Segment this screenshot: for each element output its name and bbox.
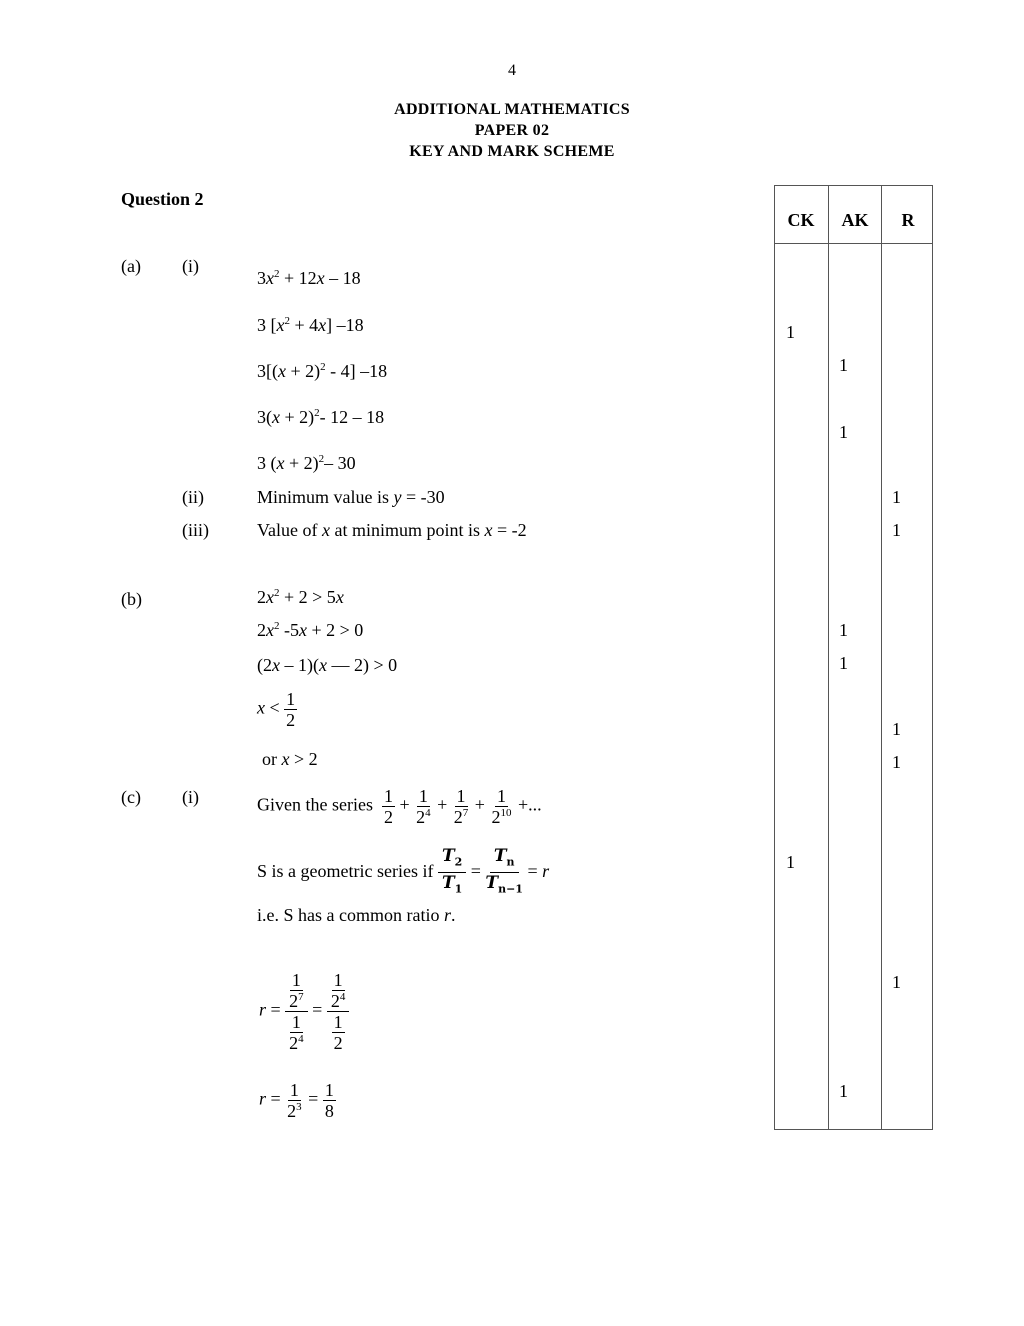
min-point-var: x [321, 520, 330, 540]
common-ratio-var: r [443, 905, 451, 925]
compound-fraction-left: $\frac{\frac{1}{2^7}}{\frac{1}{2^4}}$ [285, 970, 308, 1053]
given-series-label: Given the series [257, 794, 373, 815]
step-a4: $3(x + 2)^2-$ 12 – 18 [257, 407, 385, 427]
part-a-i-label: (i) [182, 256, 199, 276]
series-line: Given the series $\frac{1}{2}$ + $\frac{1}{2^4}$ + $\frac{1}{2^7}$ + $\frac{1}{2^{10}}$ +... [257, 786, 542, 827]
series-term-2: $\frac{1}{2^4}$ [416, 786, 431, 827]
min-value-prefix: Minimum value is [257, 487, 394, 507]
or-suffix: > 2 [289, 749, 318, 769]
common-ratio-text [257, 904, 455, 926]
series-term-1: $\frac{1}{2}$ [383, 786, 393, 827]
mark-ck: 1 [786, 852, 795, 872]
mark-ak: 1 [839, 422, 848, 442]
part-c-i-label: (i) [182, 787, 199, 807]
ratio-tn-tn1: $\frac{T_n}{T_{n-1}}$ [485, 846, 523, 896]
mark-r: 1 [892, 752, 901, 772]
mark-ak: 1 [839, 1081, 848, 1101]
geometric-if-label: S is a geometric series if [257, 861, 434, 882]
header-paper: PAPER 02 [474, 122, 550, 139]
col-header-ck: CK [787, 210, 815, 230]
ratio-result-right: $\frac{1}{8}$ [324, 1080, 334, 1121]
mark-r: 1 [892, 520, 901, 540]
step-a1: $3x^2 + 12x - 18$ [257, 268, 361, 288]
min-point-prefix: Value of [257, 520, 322, 540]
part-c-label: (c) [121, 787, 141, 807]
col-header-r: R [901, 210, 915, 230]
part-a-iii-label: (iii) [182, 520, 209, 540]
step-b2: $2x^2$ -5x + 2 > 0 [257, 620, 364, 640]
ratio-t2-t1: $\frac{T_2}{T_1}$ [438, 846, 466, 900]
mark-ak: 1 [839, 653, 848, 673]
step-b3: (2x – 1)(x — 2) > 0 [257, 655, 398, 675]
mark-r: 1 [892, 487, 901, 507]
minimum-point-text [257, 519, 527, 541]
mark-r: 1 [892, 719, 901, 739]
mark-r: 1 [892, 972, 901, 992]
min-point-var2: x [484, 520, 493, 540]
header-title: ADDITIONAL MATHEMATICS [394, 101, 630, 118]
col-divider-1 [828, 186, 829, 1129]
or-condition [262, 748, 318, 770]
or-prefix: or [262, 749, 282, 769]
min-point-mid: at minimum point is [329, 520, 485, 540]
step-a2: 3 $[x^2 + 4x]$ –18 [257, 315, 364, 335]
header-scheme: KEY AND MARK SCHEME [409, 143, 615, 160]
step-b4: x < $\frac{1}{2}$ [257, 689, 296, 730]
series-term-3: $\frac{1}{2^7}$ [453, 786, 469, 827]
ratio-result: r = $\frac{1}{2^3}$ = $\frac{1}{8}$ [259, 1080, 334, 1121]
or-var: x [281, 749, 290, 769]
mark-ak: 1 [839, 355, 848, 375]
col-divider-2 [881, 186, 882, 1129]
part-b-label: (b) [121, 589, 142, 609]
marks-table [774, 185, 933, 1130]
question-title: Question 2 [121, 189, 204, 209]
common-ratio-label: i.e. S has a common ratio [257, 905, 444, 925]
step-b1: $2x^2 + 2 > 5x$ [257, 587, 344, 607]
header-divider [775, 243, 932, 244]
fraction-half: $\frac{1}{2}$ [286, 689, 296, 730]
geometric-condition: S is a geometric series if $\frac{T_2}{T_1}$ = $\frac{T_n}{T_{n-1}}$ = r [257, 846, 549, 900]
page-number: 4 [508, 62, 516, 79]
compound-fraction-right: $\frac{\frac{1}{2^4}}{\frac{1}{2}}$ [327, 970, 350, 1053]
part-a-label: (a) [121, 256, 141, 276]
common-ratio-end: . [450, 905, 456, 925]
ratio-compound-fraction: r = $\frac{\frac{1}{2^7}}{\frac{1}{2^4}}$ = $\frac{\frac{1}{2^4}}{\frac{1}{2}}$ [259, 970, 349, 1053]
min-value-suffix: = -30 [401, 487, 445, 507]
ratio-result-left: $\frac{1}{2^3}$ [287, 1080, 302, 1121]
mark-ck: 1 [786, 322, 795, 342]
min-point-suffix: = -2 [492, 520, 527, 540]
mark-ak: 1 [839, 620, 848, 640]
series-tail: +... [517, 794, 542, 815]
part-a-ii-label: (ii) [182, 487, 204, 507]
minimum-value-text [257, 486, 445, 508]
step-a5: 3 $(x + 2)^2-$ 30 [257, 453, 356, 473]
series-term-4: $\frac{1}{2^{10}}$ [491, 786, 512, 827]
min-value-var: y [393, 487, 402, 507]
step-a3: $3[(x + 2)^2 - 4]$ –18 [257, 361, 388, 381]
col-header-ak: AK [841, 210, 869, 230]
